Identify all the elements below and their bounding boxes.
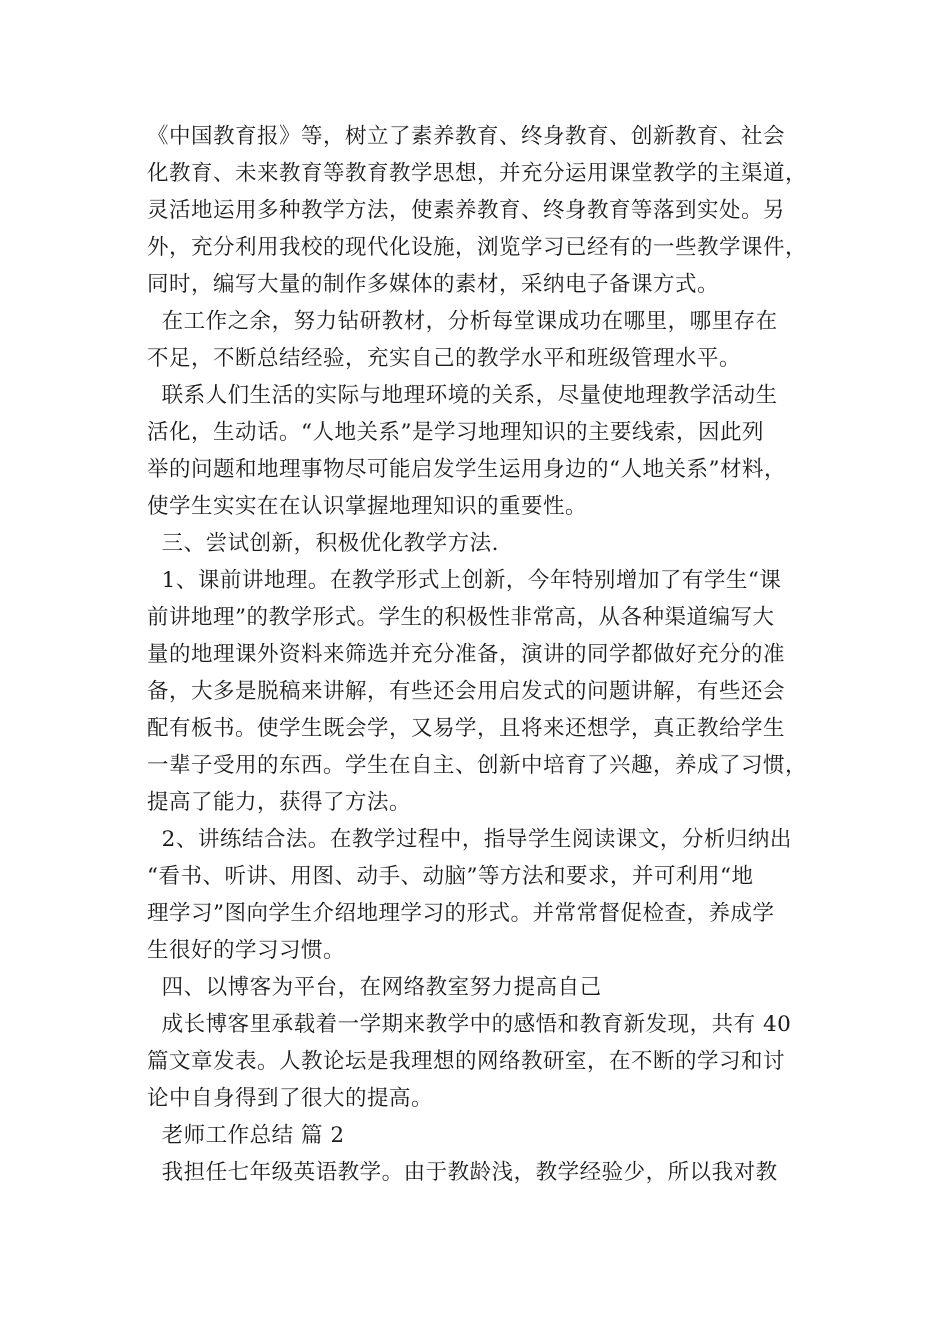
document-line: 同时，编写大量的制作多媒体的素材，采纳电子备课方式。: [147, 272, 720, 297]
document-line: 老师工作总结 篇 2: [147, 1123, 345, 1148]
document-line: 2、讲练结合法。在教学过程中，指导学生阅读课文，分析归纳出: [147, 827, 792, 852]
document-line: 四、以博客为平台，在网络教室努力提高自己: [147, 975, 602, 1000]
document-line: 《中国教育报》等，树立了素养教育、终身教育、创新教育、社会: [147, 124, 786, 149]
document-line: 1、课前讲地理。在教学形式上创新，今年特别增加了有学生“课: [147, 568, 782, 593]
document-line: “看书、听讲、用图、动手、动脑”等方法和要求，并可利用“地: [147, 864, 754, 889]
document-line: 活化，生动话。“人地关系”是学习地理知识的主要线索，因此列: [147, 420, 764, 445]
document-line: 三、尝试创新，积极优化教学方法.: [147, 531, 500, 556]
document-line: 前讲地理”的教学形式。学生的积极性非常高，从各种渠道编写大: [147, 605, 775, 630]
document-line: 理学习”图向学生介绍地理学习的形式。并常常督促检查，养成学: [147, 901, 775, 926]
document-line: 论中自身得到了很大的提高。: [147, 1086, 434, 1111]
document-line: 不足，不断总结经验，充实自己的教学水平和班级管理水平。: [147, 346, 742, 371]
document-body: [147, 118, 815, 1191]
document-line: 我担任七年级英语教学。由于教龄浅，教学经验少，所以我对教: [147, 1160, 778, 1185]
document-line: 化教育、未来教育等教育教学思想，并充分运用课堂教学的主渠道，: [147, 161, 808, 186]
document-line: 备，大多是脱稿来讲解，有些还会用启发式的问题讲解，有些还会: [147, 679, 786, 704]
document-line: 篇文章发表。人教论坛是我理想的网络教研室，在不断的学习和讨: [147, 1049, 786, 1074]
document-line: 成长博客里承载着一学期来教学中的感悟和教育新发现，共有 40: [147, 1012, 792, 1037]
document-line: 生很好的学习习惯。: [147, 938, 346, 963]
document-line: 配有板书。使学生既会学，又易学，且将来还想学，真正教给学生: [147, 716, 786, 741]
document-line: 举的问题和地理事物尽可能启发学生运用身边的“人地关系”材料，: [147, 457, 786, 482]
document-line: 一辈子受用的东西。学生在自主、创新中培育了兴趣，养成了习惯，: [147, 753, 808, 778]
document-line: 量的地理课外资料来筛选并充分准备，演讲的同学都做好充分的准: [147, 642, 786, 667]
document-line: 灵活地运用多种教学方法，使素养教育、终身教育等落到实处。另: [147, 198, 786, 223]
document-line: 联系人们生活的实际与地理环境的关系，尽量使地理教学活动生: [147, 383, 778, 408]
document-line: 提高了能力，获得了方法。: [147, 790, 412, 815]
document-line: 在工作之余，努力钻研教材，分析每堂课成功在哪里，哪里存在: [147, 309, 778, 334]
document-line: 外，充分利用我校的现代化设施，浏览学习已经有的一些教学课件，: [147, 235, 808, 260]
document-line: 使学生实实在在认识掌握地理知识的重要性。: [147, 494, 588, 519]
